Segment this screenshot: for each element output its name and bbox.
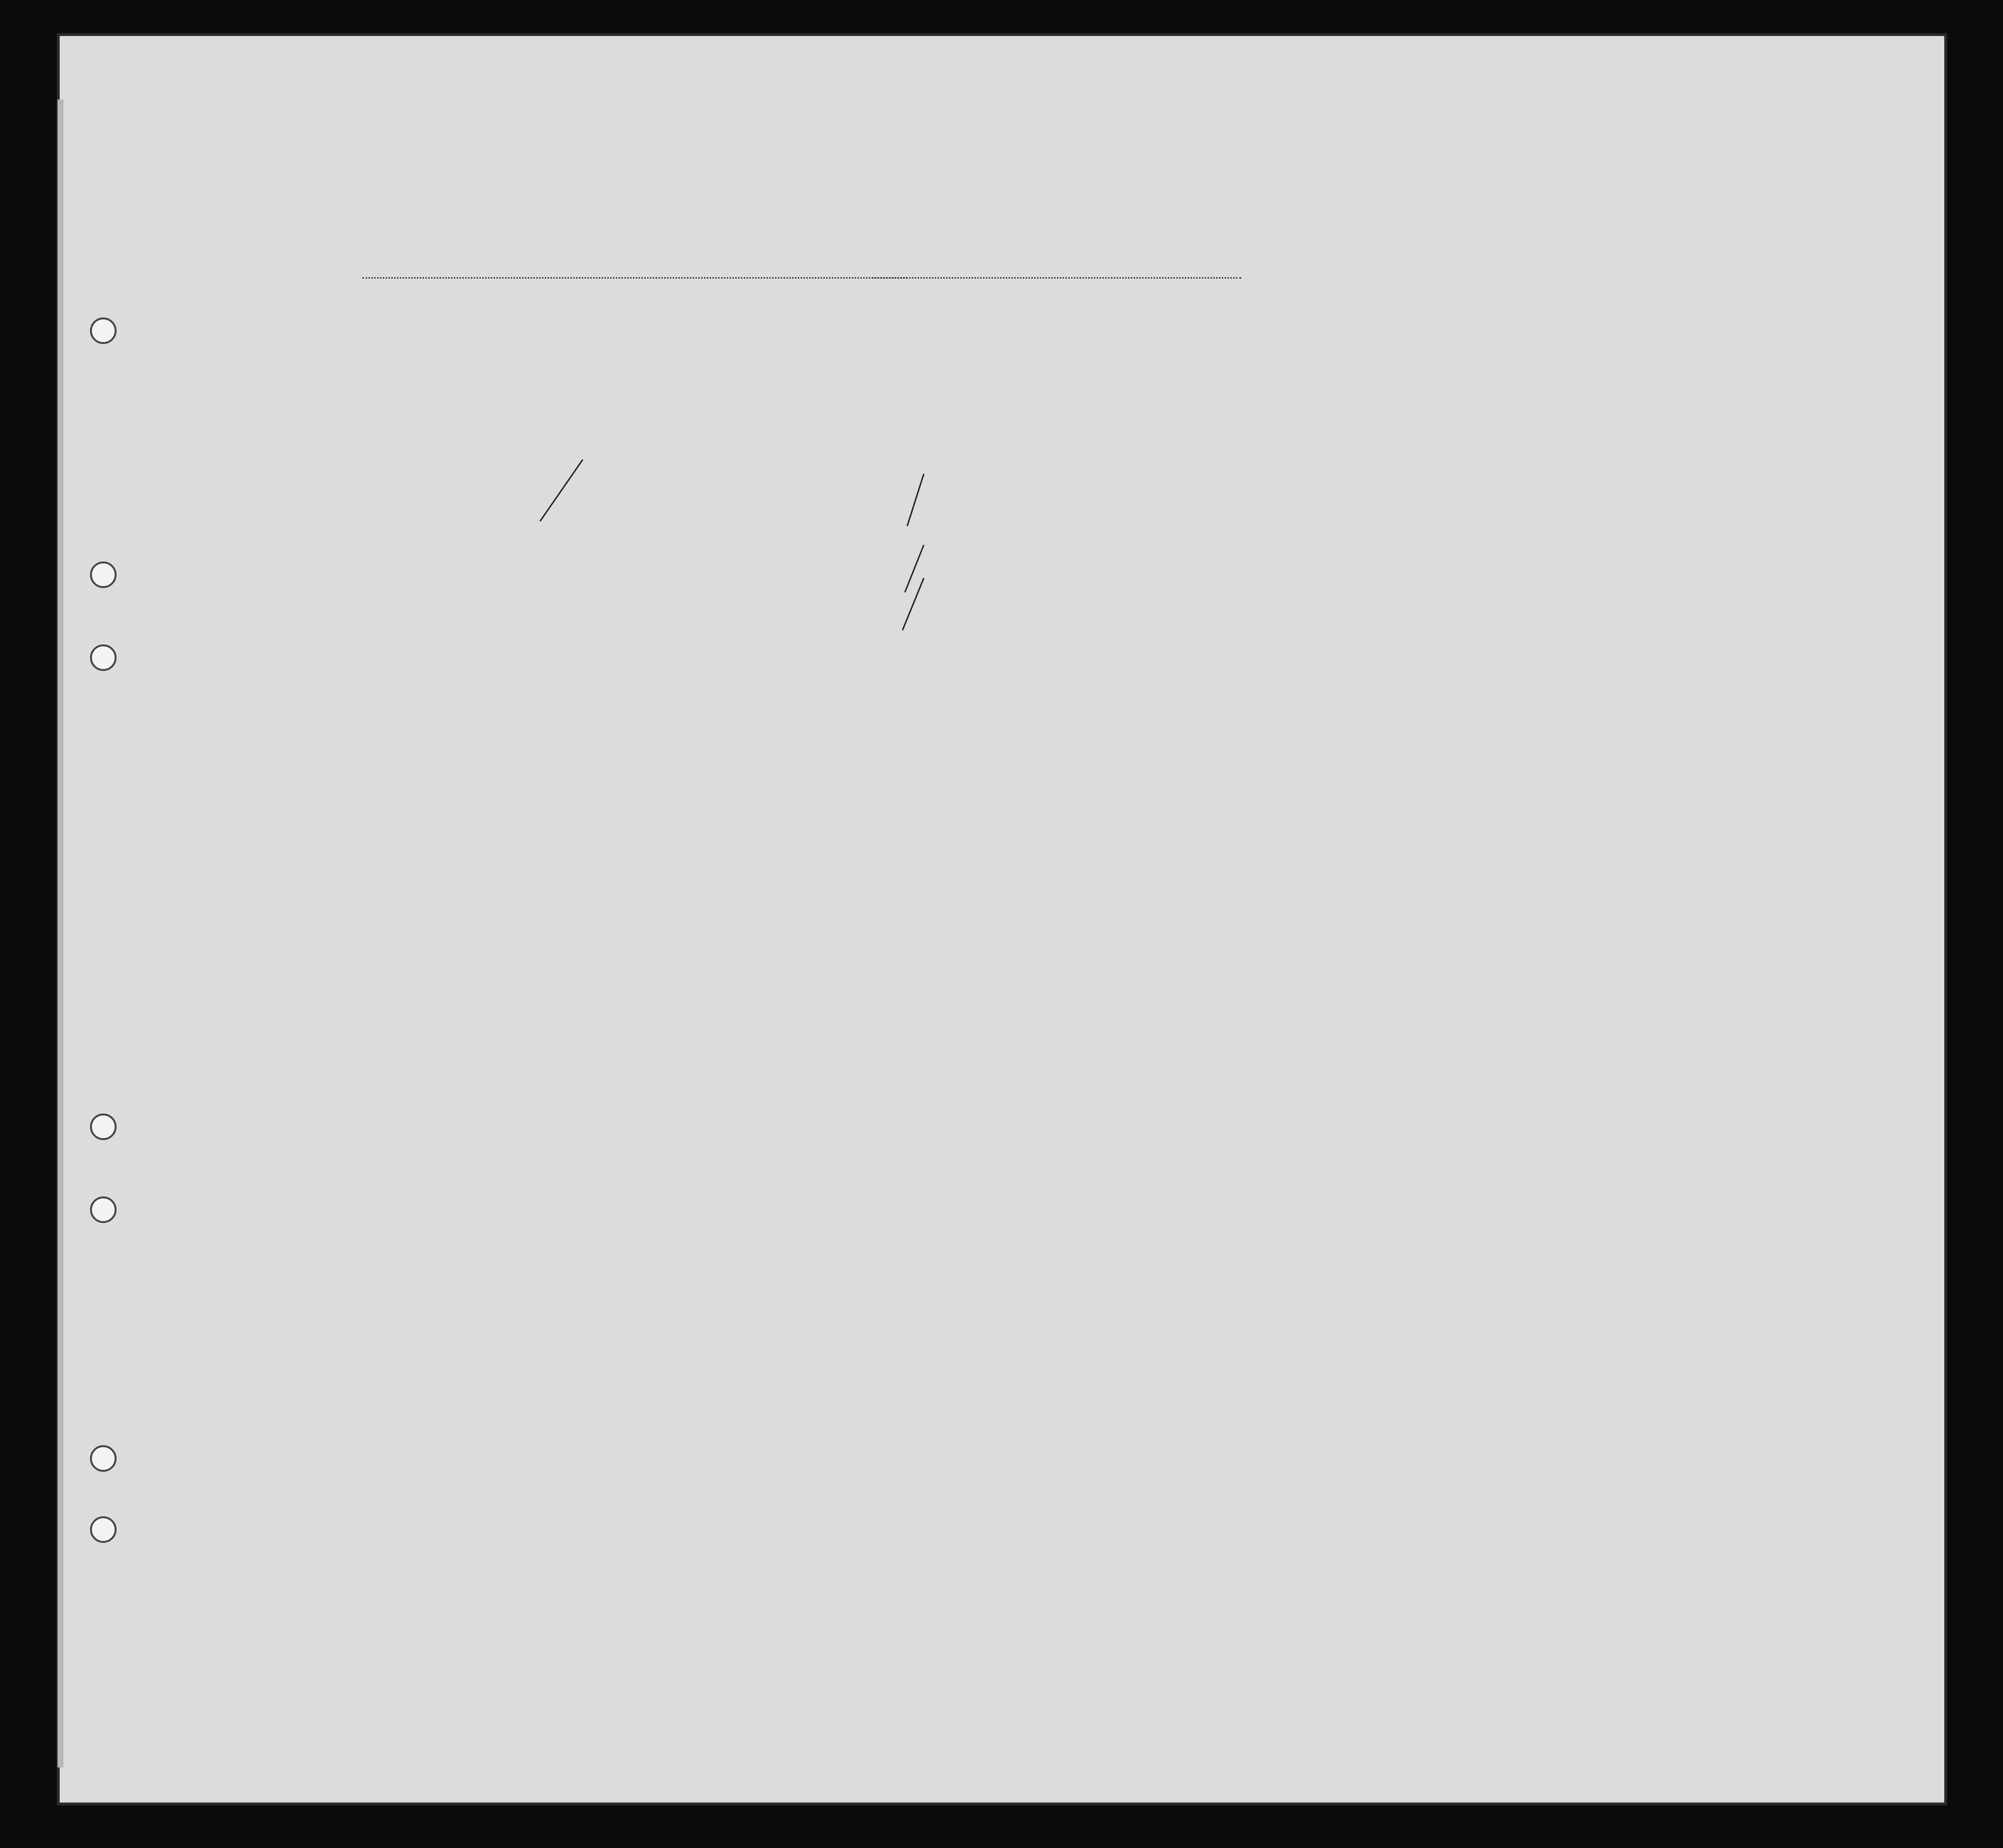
manifest-page xyxy=(57,33,1947,1805)
check-strokes xyxy=(57,33,1947,1805)
